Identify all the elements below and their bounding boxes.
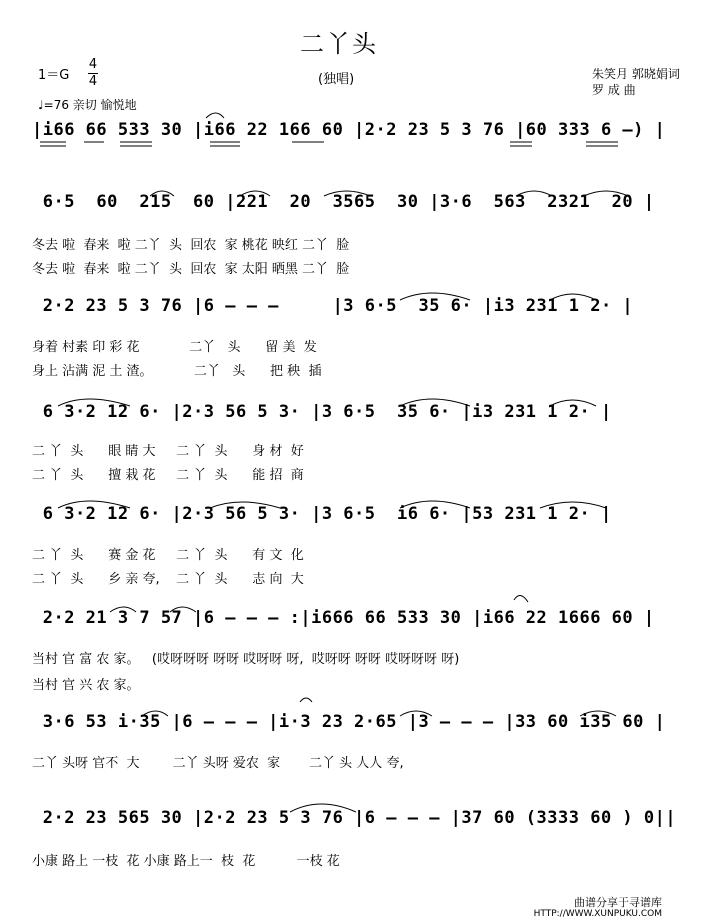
lyric-line: 二 丫 头 眼 睛 大 二 丫 头 身 材 好: [32, 444, 304, 459]
lyric-line: 当村 官 兴 农 家。: [32, 678, 140, 693]
footer-credit: 曲谱分享于寻谱库: [574, 896, 662, 909]
lyric-line: 二 丫 头 乡 亲 夸, 二 丫 头 志 向 大: [32, 572, 304, 587]
notation-line: |i66 66 533 30 |i66 22 166 60 |2·2 23 5 3 76 |60 333 6 –) |: [32, 120, 666, 140]
notation-line: 2·2 21 3 7 57 |6 – – – :|i666 66 533 30 |i66 22 1666 60 |: [32, 608, 655, 628]
lyricists: 朱笑月 郭晓娟词: [592, 67, 680, 81]
composer: 罗 成 曲: [592, 83, 636, 97]
song-title: 二丫头: [300, 30, 378, 58]
notation-line: 2·2 23 565 30 |2·2 23 5 3 76 |6 – – – |37 60 (3333 60 ) 0||: [32, 808, 677, 828]
lyric-line: 二 丫 头 擅 栽 花 二 丫 头 能 招 商: [32, 468, 304, 483]
lyric-line: 小康 路上 一枝 花 小康 路上一 枝 花 一枝 花: [32, 854, 340, 869]
notation-line: 6 3·2 12 6· |2·3 56 5 3· |3 6·5 35 6· |i3 231 1 2· |: [32, 402, 612, 422]
lyric-line: 二 丫 头 赛 金 花 二 丫 头 有 文 化: [32, 548, 304, 563]
tempo-marking: ♩=76 亲切 愉悦地: [38, 98, 137, 112]
notation-line: 6 3·2 12 6· |2·3 56 5 3· |3 6·5 i6 6· |53 231 1 2· |: [32, 504, 612, 524]
notation-line: 6·5 60 215 60 |221 20 3565 30 |3·6 563 2321 20 |: [32, 192, 655, 212]
performance-note: (独唱): [318, 72, 355, 87]
lyric-line: 身着 村素 印 彩 花 二丫 头 留 美 发: [32, 340, 317, 355]
notation-line: 2·2 23 5 3 76 |6 – – – |3 6·5 35 6· |i3 231 1 2· |: [32, 296, 634, 316]
lyric-line: 身上 沾满 泥 土 渣。 二丫 头 把 秧 插: [32, 364, 322, 379]
time-signature-top: 4: [88, 57, 98, 72]
lyric-line: 冬去 啦 春来 啦 二丫 头 回农 家 桃花 映红 二丫 脸: [32, 238, 350, 253]
key-signature: 1＝G: [38, 68, 70, 83]
lyric-line: 当村 官 富 农 家。 (哎呀呀呀 呀呀 哎呀呀 呀, 哎呀呀 呀呀 哎呀呀呀 呀): [32, 652, 460, 667]
footer-site-link[interactable]: HTTP://WWW.XUNPUKU.COM: [533, 909, 662, 919]
lyric-line: 冬去 啦 春来 啦 二丫 头 回农 家 太阳 晒黑 二丫 脸: [32, 262, 350, 277]
notation-line: 3·6 53 i·35 |6 – – – |i·3 23 2·65 |3 – – – |33 60 i35 60 |: [32, 712, 666, 732]
time-signature-bottom: 4: [88, 74, 98, 89]
lyric-line: 二丫 头呀 官不 大 二丫 头呀 爱农 家 二丫 头 人人 夸,: [32, 756, 404, 771]
